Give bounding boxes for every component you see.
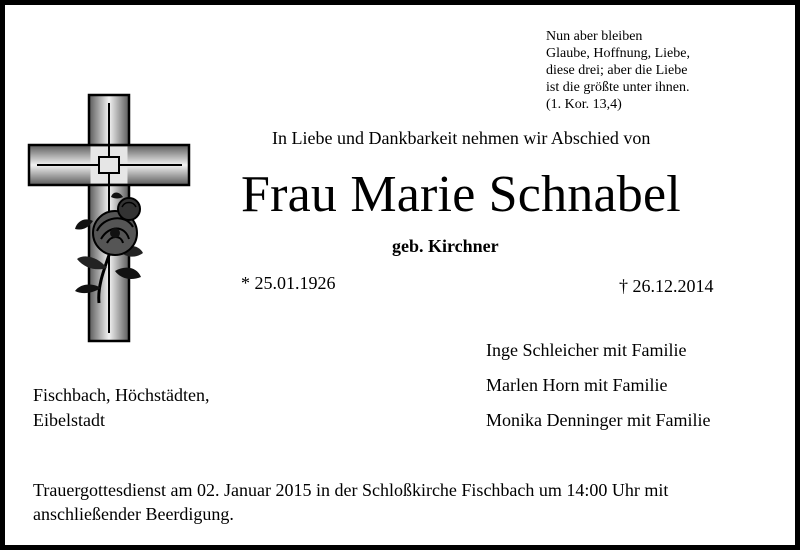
verse-line: ist die größte unter ihnen. — [546, 80, 690, 95]
funeral-service-text: Trauergottesdienst am 02. Januar 2015 in der Schloßkirche Fischbach um 14:00 Uhr mit anschließender Beerdigung. — [33, 480, 669, 524]
verse-line: diese drei; aber die Liebe — [546, 63, 688, 78]
intro-text: In Liebe und Dankbarkeit nehmen wir Abschied von — [272, 128, 651, 148]
maiden-name: geb. Kirchner — [392, 236, 499, 256]
verse-line: Nun aber bleiben — [546, 29, 643, 44]
birth-date: * 25.01.1926 — [241, 273, 336, 293]
death-date: † 26.12.2014 — [619, 276, 714, 296]
cross-icon — [27, 93, 192, 343]
mourner-item: Marlen Horn mit Familie — [486, 375, 668, 395]
verse-reference: (1. Kor. 13,4) — [546, 97, 622, 112]
mourner-item: Monika Denninger mit Familie — [486, 410, 711, 430]
bible-verse — [546, 28, 690, 113]
deceased-name: Frau Marie Schnabel — [241, 166, 681, 223]
places-line: Fischbach, Höchstädten, — [33, 385, 210, 405]
places — [33, 383, 209, 433]
verse-line: Glaube, Hoffnung, Liebe, — [546, 46, 690, 61]
mourners-list — [486, 340, 710, 445]
places-line: Eibelstadt — [33, 410, 105, 430]
mourner-item: Inge Schleicher mit Familie — [486, 340, 687, 360]
